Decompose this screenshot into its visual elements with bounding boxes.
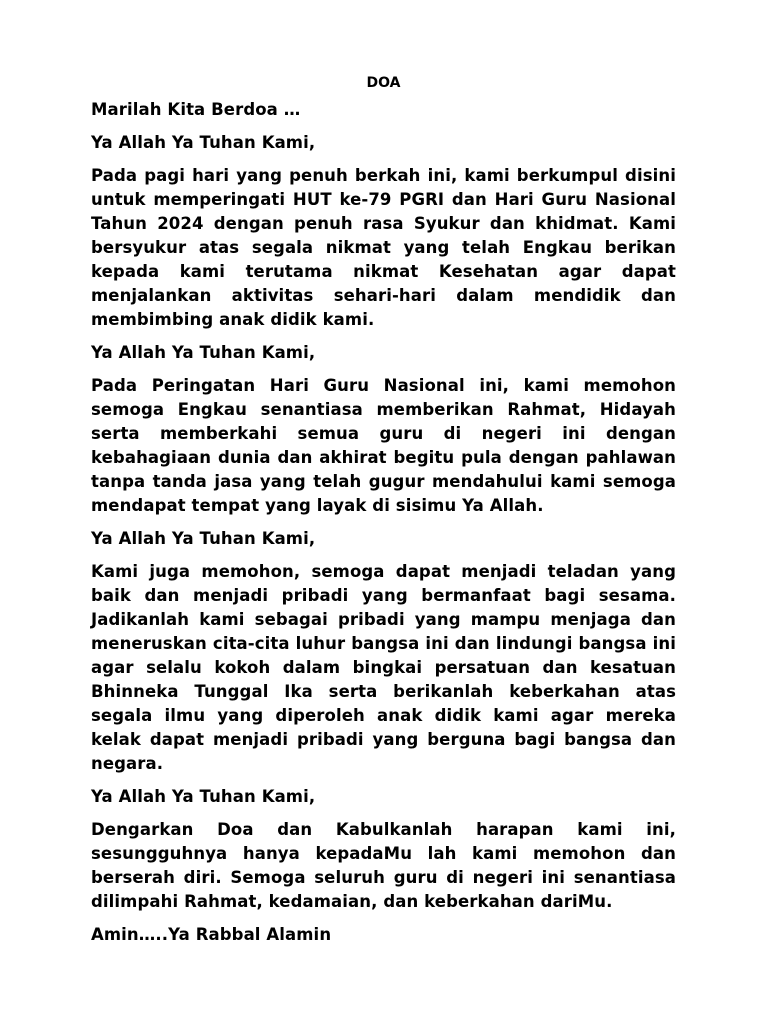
opening-line: Marilah Kita Berdoa … bbox=[91, 100, 301, 119]
prayer-paragraph-1: Pada pagi hari yang penuh berkah ini, kami berkumpul disini untuk memperingati HUT ke-79 PGRI dan Hari Guru Nasional Tahun 2024 dengan penuh rasa Syukur dan khidmat. Kami bersyukur atas segala nikmat yang telah Engkau berikan kepada kami terutama nikmat Kesehatan agar dapat menjalankan aktivitas sehari-hari dalam mendidik dan membimbing anak didik kami. bbox=[91, 166, 676, 329]
document-page bbox=[91, 72, 676, 956]
prayer-paragraph-2: Pada Peringatan Hari Guru Nasional ini, kami memohon semoga Engkau senantiasa memberikan Rahmat, Hidayah serta memberkahi semua guru di negeri ini dengan kebahagiaan dunia dan akhirat begitu pula dengan pahlawan tanpa tanda jasa yang telah gugur mendahului kami semoga mendapat tempat yang layak di sisimu Ya Allah. bbox=[91, 376, 676, 515]
closing-line: Amin…..Ya Rabbal Alamin bbox=[91, 925, 332, 944]
prayer-paragraph-4: Dengarkan Doa dan Kabulkanlah harapan kami ini, sesungguhnya hanya kepadaMu lah kami memohon dan berserah diri. Semoga seluruh guru di negeri ini senantiasa dilimpahi Rahmat, kedamaian, dan keberkahan dariMu. bbox=[91, 820, 676, 911]
invocation-line-3: Ya Allah Ya Tuhan Kami, bbox=[91, 529, 316, 548]
invocation-line-4: Ya Allah Ya Tuhan Kami, bbox=[91, 787, 316, 806]
document-title: DOA bbox=[366, 75, 401, 91]
invocation-line-2: Ya Allah Ya Tuhan Kami, bbox=[91, 343, 316, 362]
invocation-line-1: Ya Allah Ya Tuhan Kami, bbox=[91, 133, 316, 152]
prayer-paragraph-3: Kami juga memohon, semoga dapat menjadi teladan yang baik dan menjadi pribadi yang bermanfaat bagi sesama. Jadikanlah kami sebagai pribadi yang mampu menjaga dan meneruskan cita-cita luhur bangsa ini dan lindungi bangsa ini agar selalu kokoh dalam bingkai persatuan dan kesatuan Bhinneka Tunggal Ika serta berikanlah keberkahan atas segala ilmu yang diperoleh anak didik kami agar mereka kelak dapat menjadi pribadi yang berguna bagi bangsa dan negara. bbox=[91, 562, 676, 773]
